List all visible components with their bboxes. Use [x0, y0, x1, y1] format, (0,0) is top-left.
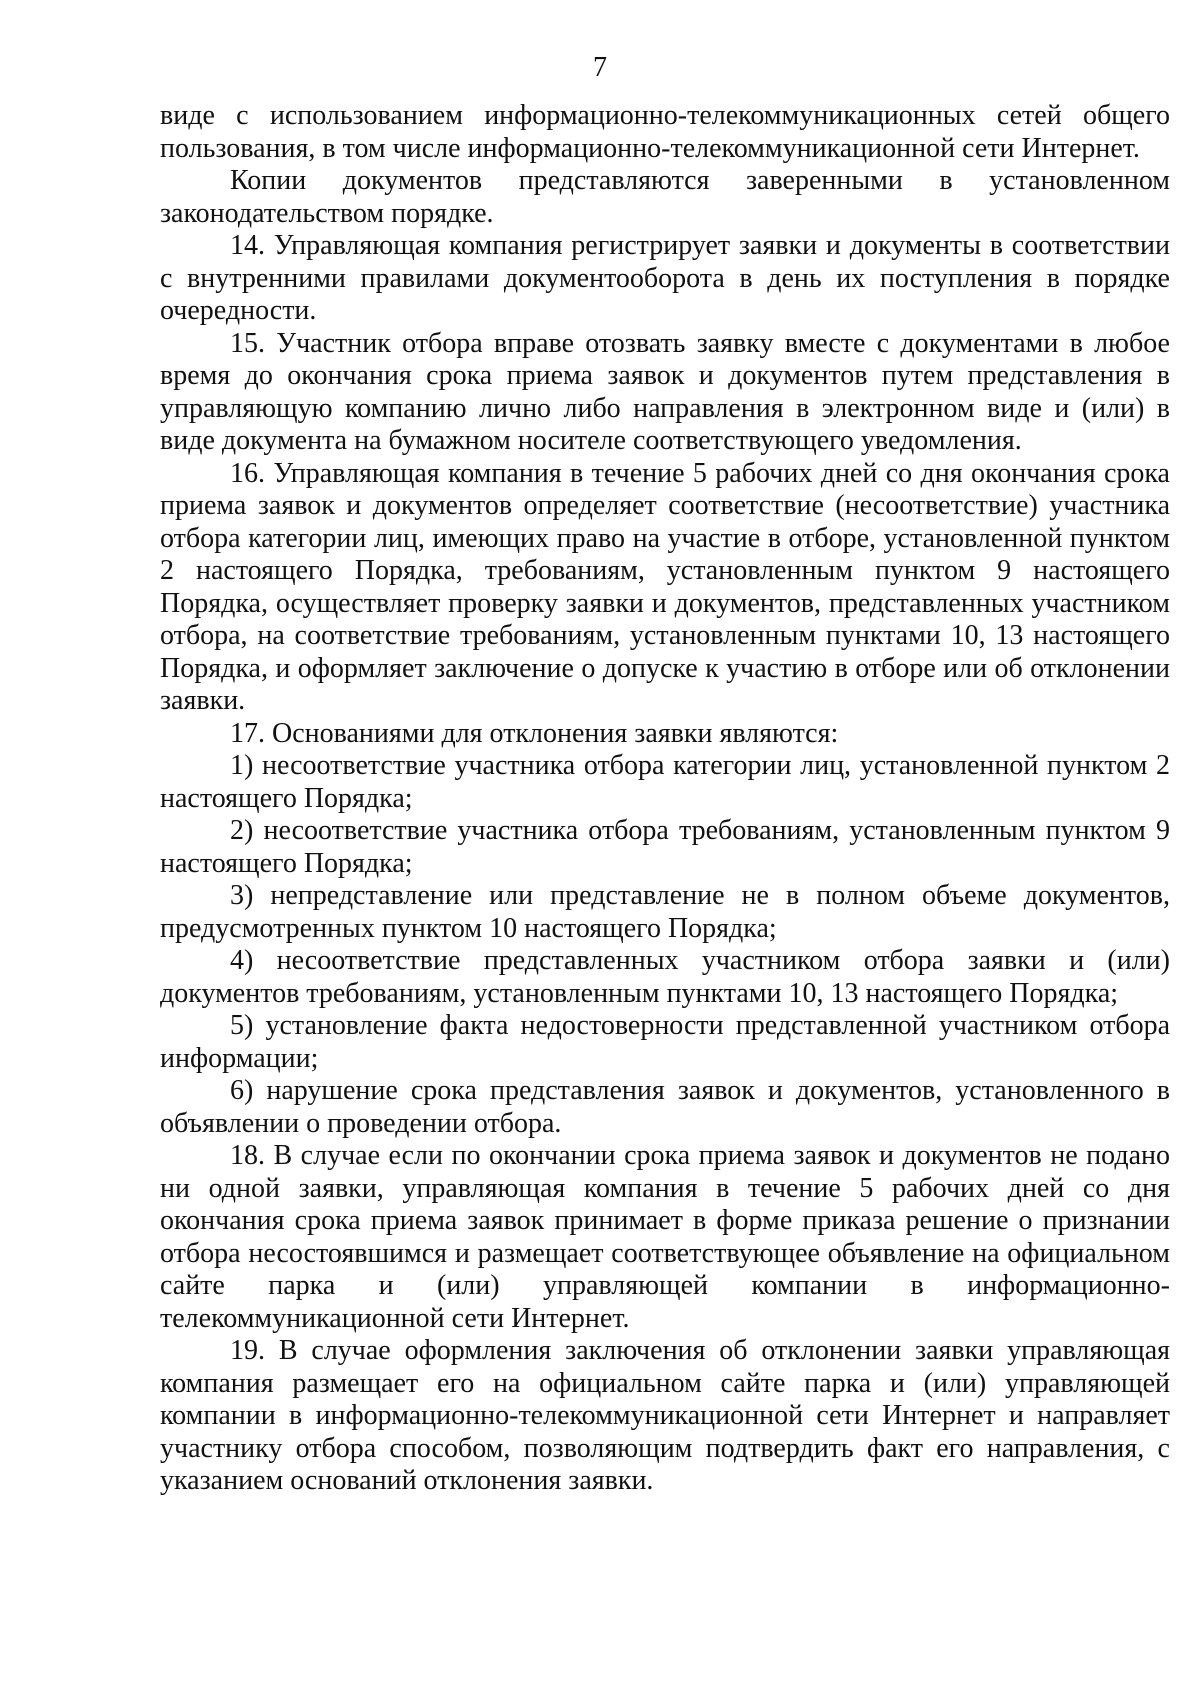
list-item-5: 5) установление факта недостоверности представленной участником отбора информации; [160, 1010, 1170, 1074]
paragraph-15: 15. Участник отбора вправе отозвать заявку вместе с документами в любое время до окончания срока приема заявок и документов путем представления в управляющую компанию лично либо направления в электронном виде и (или) в виде документа на бумажном носителе соответствующего уведомления. [160, 327, 1170, 456]
list-item-3: 3) непредставление или представление не в полном объеме документов, предусмотренных пунктом 10 настоящего Порядка; [160, 880, 1170, 944]
paragraph-18: 18. В случае если по окончании срока приема заявок и документов не подано ни одной заявки, управляющая компания в течение 5 рабочих дней со дня окончания срока приема заявок принимает в форме приказа решение о признании отбора несостоявшимся и размещает соответствующее объявление на официальном сайте парка и (или) управляющей компании в информационно-телекоммуникационной сети Интернет. [160, 1140, 1170, 1334]
list-item-4: 4) несоответствие представленных участником отбора заявки и (или) документов требованиям, установленным пунктами 10, 13 настоящего Порядка; [160, 945, 1170, 1009]
paragraph-14: 14. Управляющая компания регистрирует заявки и документы в соответствии с внутренними правилами документооборота в день их поступления в порядке очередности. [160, 230, 1170, 326]
paragraph-16: 16. Управляющая компания в течение 5 рабочих дней со дня окончания срока приема заявок и документов определяет соответствие (несоответствие) участника отбора категории лиц, имеющих право на участие в отборе, установленной пунктом 2 настоящего Порядка, требованиям, установленным пунктом 9 настоящего Порядка, осуществляет проверку заявки и документов, представленных участником отбора, на соответствие требованиям, установленным пунктами 10, 13 настоящего Порядка, и оформляет заключение о допуске к участию в отборе или об отклонении заявки. [160, 457, 1170, 716]
document-body [160, 100, 1170, 1498]
paragraph-19: 19. В случае оформления заключения об отклонении заявки управляющая компания размещает его на официальном сайте парка и (или) управляющей компании в информационно-телекоммуникационной сети Интернет и направляет участнику отбора способом, позволяющим подтвердить факт его направления, с указанием оснований отклонения заявки. [160, 1335, 1170, 1496]
list-item-2: 2) несоответствие участника отбора требованиям, установленным пунктом 9 настоящего Порядка; [160, 815, 1170, 879]
paragraph-copies: Копии документов представляются заверенными в установленном законодательством порядке. [160, 165, 1170, 229]
page-number: 7 [593, 52, 607, 83]
paragraph-17: 17. Основаниями для отклонения заявки являются: [230, 717, 839, 749]
list-item-1: 1) несоответствие участника отбора категории лиц, установленной пунктом 2 настоящего Порядка; [160, 750, 1170, 814]
paragraph-continuation: виде с использованием информационно-телекоммуникационных сетей общего пользования, в том числе информационно-телекоммуникационной сети Интернет. [160, 100, 1170, 164]
list-item-6: 6) нарушение срока представления заявок и документов, установленного в объявлении о проведении отбора. [160, 1075, 1170, 1139]
